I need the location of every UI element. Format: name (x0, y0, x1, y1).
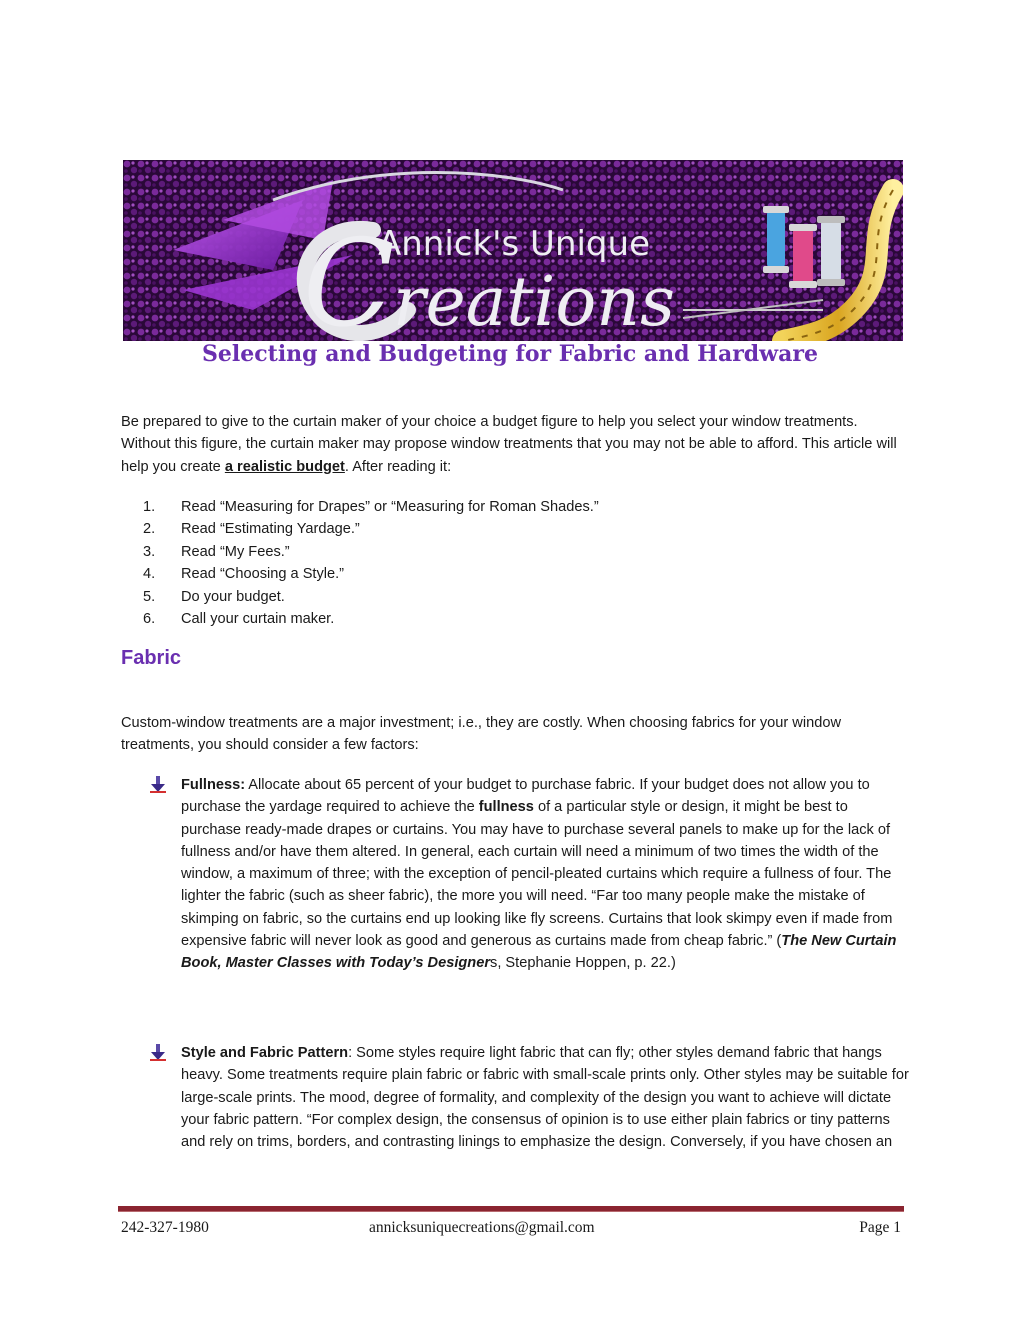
fullness-bold-word: fullness (478, 799, 534, 816)
list-item (121, 496, 599, 518)
step-number: 1. (143, 499, 156, 515)
book-title: The New Curtain Book, Master Classes with Today’s Designer (181, 933, 897, 972)
arrow-down-bullet-icon (150, 1044, 166, 1062)
list-item (121, 586, 599, 608)
fullness-text-part: Allocate about 65 percent of your budget to purchase fabric. If your budget does not allow you to purchase the yardage required to achieve the (181, 777, 870, 816)
header-banner (123, 160, 903, 341)
step-number: 4. (143, 566, 156, 583)
fabric-intro: Custom-window treatments are a major investment; i.e., they are costly. When choosing fabrics for your window treatments, you should consider a few factors: (121, 715, 841, 754)
fullness-text-part: of a particular style or design, it might be best to purchase ready-made drapes or curtains. You may have to purchase several panels to make up for the lack of fullness and/or have them altered. In general, each curtain will need a minimum of two times the width of the window, a maximum of three; with the exception of pencil-pleated curtains which require a fullness of four. The lighter the fabric (such as sheer fabric), the more you will need. “Far too many people make the mistake of skimping on fabric, so the curtains end up looking like fly screens. Curtains that look skimpy even if made from expensive fabric will never look as good and generous as curtains made from cheap fabric.” ( (181, 799, 893, 950)
banner-text-line2: reations (393, 263, 675, 341)
step-number: 5. (143, 588, 156, 605)
banner-logo-letter: C (303, 215, 395, 341)
step-text: Read “My Fees.” (181, 543, 290, 560)
list-item (121, 563, 599, 585)
step-text: Read “Estimating Yardage.” (181, 521, 360, 538)
intro-paragraph (121, 411, 911, 478)
style-pattern-body: : Some styles require light fabric that can fly; other styles demand fabric that hangs heavy. Some treatments require plain fabric or fabric with small-scale prints only. Other styles may be suitable for large-scale prints. The mood, degree of formality, and complexity of the design you want to achieve will dictate your fabric pattern. “For complex design, the consensus of opinion is to use either plain fabrics or tiny patterns and rely on trims, borders, and contrasting linings to emphasize the design. Conversely, if you have chosen an (181, 1045, 909, 1151)
style-pattern-bullet (150, 1042, 910, 1153)
realistic-budget-link[interactable]: a realistic budget (224, 458, 345, 475)
style-pattern-text (181, 1042, 910, 1153)
step-number: 2. (143, 521, 156, 538)
arrow-down-bullet-icon (150, 776, 166, 794)
footer-email: annicksuniquecreations@gmail.com (369, 1219, 595, 1236)
style-pattern-label: Style and Fabric Pattern (181, 1045, 349, 1061)
banner-artwork (123, 160, 903, 341)
steps-list (121, 496, 599, 630)
list-item (121, 518, 599, 540)
fullness-text-part: s, Stephanie Hoppen, p. 22.) (490, 955, 676, 972)
step-number: 3. (143, 543, 156, 560)
list-item (121, 541, 599, 563)
fabric-heading: Fabric (121, 647, 182, 669)
footer-rule (118, 1206, 904, 1212)
step-text: Read “Choosing a Style.” (181, 566, 345, 583)
banner-text-line1: Annick's Unique (378, 224, 650, 264)
step-text: Read “Measuring for Drapes” or “Measuring for Roman Shades.” (181, 499, 599, 515)
list-item (121, 608, 599, 630)
page-title: Selecting and Budgeting for Fabric and Hardware (202, 341, 818, 367)
step-text: Do your budget. (181, 588, 285, 605)
intro-text: Be prepared to give to the curtain maker of your choice a budget figure to help you select your window treatments. Without this figure, the curtain maker may propose window treatments that you may not be able to afford. This article will help you create (121, 414, 897, 475)
step-number: 6. (143, 611, 156, 628)
fullness-label: Fullness: (181, 777, 246, 793)
fullness-bullet (150, 774, 910, 975)
footer-phone: 242-327-1980 (121, 1219, 209, 1236)
step-text: Call your curtain maker. (181, 611, 335, 628)
fullness-text (181, 774, 910, 975)
intro-text-end: . After reading it: (344, 458, 452, 475)
footer-page-number: Page 1 (859, 1219, 901, 1236)
